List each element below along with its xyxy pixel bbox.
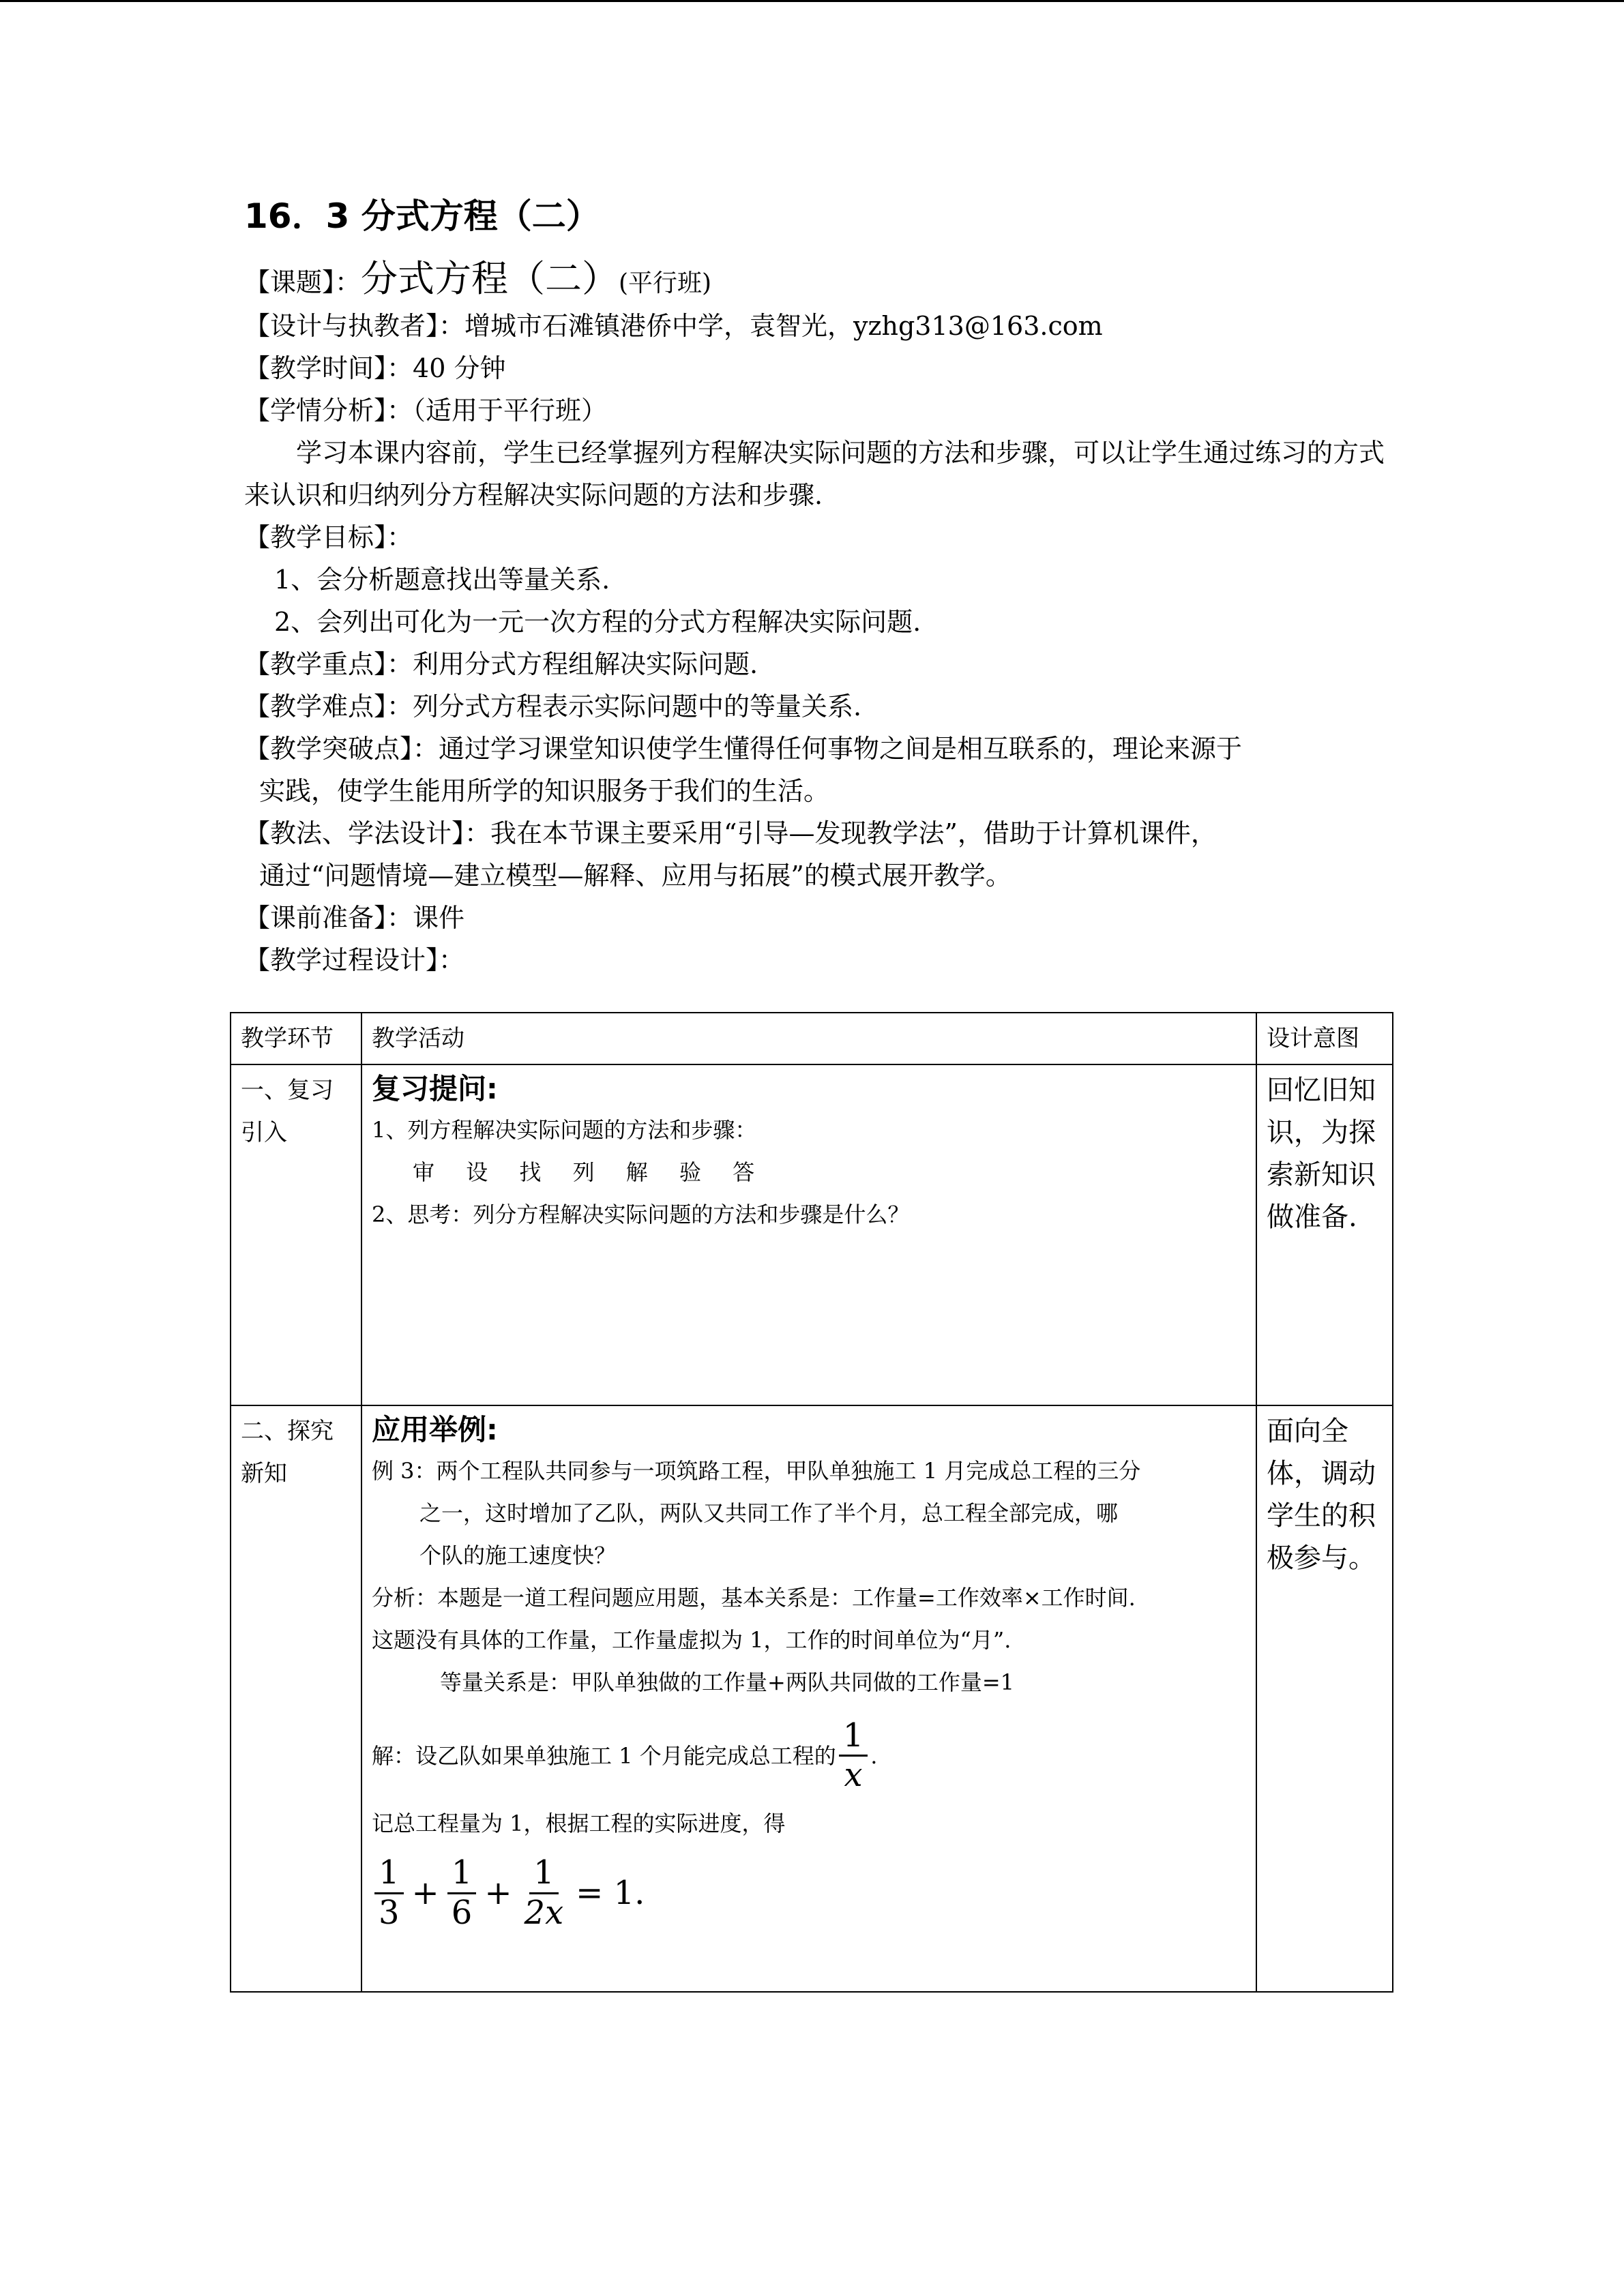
plus-sign: + [411, 1874, 439, 1913]
difficulty-value: 列分式方程表示实际问题中的等量关系. [413, 691, 862, 721]
analysis-label: 【学情分析】： [244, 396, 413, 426]
relation-line: 等量关系是：甲队单独做的工作量+两队共同做的工作量=1 [440, 1669, 1014, 1695]
method-line [244, 812, 1397, 854]
stage-cell-review: 一、复习引入 [231, 1064, 361, 1405]
fraction-numerator: 1 [529, 1854, 559, 1894]
time-value: 40 分钟 [413, 353, 506, 383]
lesson-process-table [230, 1012, 1393, 1993]
breakthrough-label: 【教学突破点】： [244, 734, 439, 764]
breakthrough-value: 通过学习课堂知识使学生懂得任何事物之间是相互联系的，理论来源于 [439, 734, 1243, 764]
goal-item-2: 2、会列出可化为一元一次方程的分式方程解决实际问题. [274, 607, 921, 637]
topic-line [244, 258, 1397, 305]
solution-line [372, 1717, 1246, 1794]
solution-suffix: . [870, 1742, 878, 1769]
equation-fraction-3 [520, 1854, 568, 1931]
method-label: 【教法、学法设计】： [244, 818, 491, 848]
stage-cell-explore: 二、探究新知 [231, 1405, 361, 1992]
fraction-numerator: 1 [374, 1854, 404, 1894]
breakthrough-continued: 实践，使学生能用所学的知识服务于我们的生活。 [259, 776, 830, 806]
header-intent-cell: 设计意图 [1256, 1013, 1393, 1064]
intent-cell-explore: 面向全体，调动学生的积极参与。 [1256, 1405, 1393, 1992]
page-title: 16．3 分式方程（二） [244, 196, 600, 236]
difficulty-line [244, 685, 1397, 728]
equation-fraction-1 [374, 1854, 404, 1931]
plus-sign: + [484, 1874, 512, 1913]
step-item: 列 [572, 1159, 595, 1185]
fraction-denominator: 2x [524, 1893, 564, 1932]
prep-value: 课件 [413, 903, 465, 933]
step-item: 设 [466, 1159, 488, 1185]
topic-label: 【课题】： [244, 267, 361, 297]
equation-fraction-2 [447, 1854, 477, 1931]
top-border-line [0, 0, 1624, 2]
intent-cell-review: 回忆旧知识，为探索新知识做准备. [1256, 1064, 1393, 1405]
key-point-line [244, 643, 1397, 685]
breakthrough-line [244, 728, 1397, 770]
time-label: 【教学时间】： [244, 353, 413, 383]
designer-label: 【设计与执教者】： [244, 311, 465, 341]
header-activity-cell: 教学活动 [361, 1013, 1256, 1064]
method-continued: 通过“问题情境—建立模型—解释、应用与拓展”的模式展开教学。 [259, 861, 1012, 891]
step-item: 验 [679, 1159, 701, 1185]
topic-main: 分式方程（二） [361, 257, 619, 300]
goals-label: 【教学目标】： [244, 522, 413, 552]
fraction-denominator: x [844, 1756, 863, 1795]
step-item: 解 [625, 1159, 648, 1185]
analysis-line-2: 这题没有具体的工作量，工作量虚拟为 1，工作的时间单位为“月”. [372, 1627, 1012, 1653]
review-question-2: 2、思考：列分方程解决实际问题的方法和步骤是什么？ [372, 1202, 910, 1227]
document-page [244, 188, 1397, 981]
table-row [231, 1064, 1393, 1405]
step-item: 找 [519, 1159, 542, 1185]
topic-note: (平行班) [619, 269, 712, 297]
equation [372, 1854, 1246, 1931]
equation-rhs: = 1. [576, 1874, 645, 1913]
example-line-2: 之一，这时增加了乙队，两队又共同工作了半个月，总工程全部完成，哪 [419, 1500, 1119, 1526]
key-point-label: 【教学重点】： [244, 649, 413, 679]
review-question-1: 1、列方程解决实际问题的方法和步骤： [372, 1117, 757, 1143]
fraction-denominator: 6 [451, 1893, 473, 1932]
activity-cell-explore [361, 1405, 1256, 1992]
solution-prefix: 解：设乙队如果单独施工 1 个月能完成总工程的 [372, 1742, 836, 1769]
fraction-numerator: 1 [839, 1717, 868, 1757]
step-item: 答 [733, 1159, 755, 1185]
fraction-denominator: 3 [379, 1893, 400, 1932]
table-row [231, 1405, 1393, 1992]
table-header-row [231, 1013, 1393, 1064]
activity-cell-review [361, 1064, 1256, 1405]
designer-value: 增城市石滩镇港侨中学，袁智光，yzhg313@163.com [464, 311, 1103, 341]
example-line-1: 例 3：两个工程队共同参与一项筑路工程，甲队单独施工 1 月完成总工程的三分 [372, 1458, 1141, 1484]
review-steps [372, 1151, 1246, 1193]
goal-item-1: 1、会分析题意找出等量关系. [274, 565, 610, 595]
example-line-3: 个队的施工速度快？ [419, 1542, 617, 1568]
record-line: 记总工程量为 1，根据工程的实际进度，得 [372, 1810, 786, 1837]
header-stage-cell: 教学环节 [231, 1013, 361, 1064]
step-item: 审 [413, 1159, 435, 1185]
designer-line [244, 305, 1397, 347]
key-point-value: 利用分式方程组解决实际问题. [413, 649, 758, 679]
prep-line [244, 897, 1397, 939]
analysis-line-1: 分析：本题是一道工程问题应用题，基本关系是：工作量=工作效率×工作时间. [372, 1585, 1136, 1611]
method-value: 我在本节课主要采用“引导—发现教学法”，借助于计算机课件， [490, 818, 1217, 848]
time-line [244, 347, 1397, 389]
analysis-value: （适用于平行班） [413, 396, 608, 426]
example-title: 应用举例: [372, 1413, 498, 1446]
difficulty-label: 【教学难点】： [244, 691, 413, 721]
review-title: 复习提问: [372, 1072, 498, 1105]
process-label: 【教学过程设计】： [244, 945, 465, 975]
analysis-line [244, 389, 1397, 432]
analysis-paragraph: 学习本课内容前，学生已经掌握列方程解决实际问题的方法和步骤，可以让学生通过练习的方式来认识和归纳列分方程解决实际问题的方法和步骤. [244, 438, 1385, 510]
fraction-numerator: 1 [447, 1854, 477, 1894]
fraction-one-over-x [839, 1717, 868, 1794]
prep-label: 【课前准备】： [244, 903, 413, 933]
